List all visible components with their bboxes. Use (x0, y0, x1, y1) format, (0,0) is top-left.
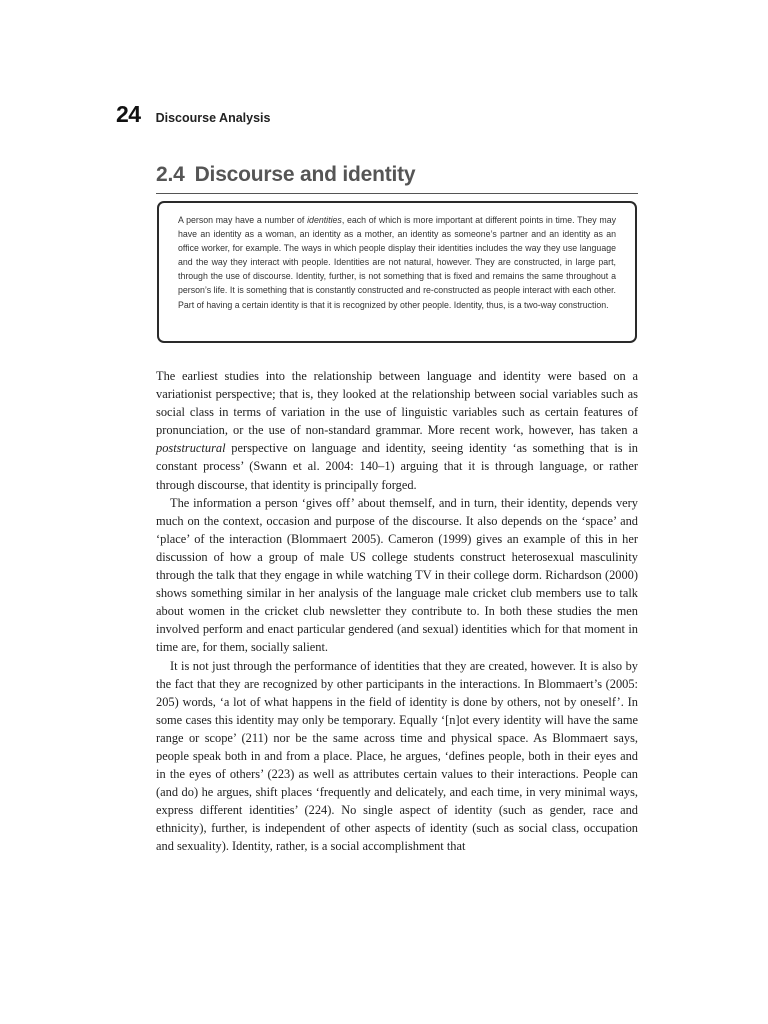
body-paragraph-2: The information a person ‘gives off’ about themself, and in turn, their identity, depends very much on the context, occasion and purpose of the discourse. It also depends on the ‘space’ and ‘place’ of the interaction (Blommaert 2005). Cameron (1999) gives an example of this in her discussion of how a group of male US college students construct heterosexual masculinity through the talk that they engage in while watching TV in their college dorm. Richardson (2000) shows something similar in her analysis of the language male cricket club members use to talk about women in the cricket club newsletter they contribute to. In both these studies the men involved perform and enact particular gendered (and sexual) identities which for that moment in time are, for them, socially salient. (156, 495, 638, 655)
paragraph-1-text-start: The earliest studies into the relationship between language and identity were based on a variationist perspective; that is, they looked at the relationship between social variables such as social class in terms of variation in the use of linguistic variables such as certain features of pronunciation, or the use of non-standard grammar. More recent work, however, has taken a (156, 369, 638, 438)
page-number: 24 (116, 101, 141, 127)
abstract-box (157, 201, 637, 343)
section-number: 2.4 (156, 163, 185, 187)
paragraph-1-text-rest: perspective on language and identity, seeing identity ‘as something that is in constant process’ (Swann et al. 2004: 140–1) arguing that it is through language, or rather through discourse, that identity is principally forged. (156, 441, 638, 492)
paragraph-1-italic-term: poststructural (156, 441, 226, 456)
section-title: Discourse and identity (194, 163, 416, 187)
section-heading (156, 163, 638, 194)
abstract-text-rest: , each of which is more important at different points in time. They may have an identity as a woman, an identity as a mother, an identity as someone’s partner and an identity as an office worker, for example. The ways in which people display their identities includes the way they use language and the way they interact with people. Identities are not natural, however. They are constructed, in large part, through the use of discourse. Identity, further, is not something that is fixed and remains the same throughout a person’s life. It is something that is constantly constructed and re-constructed as people interact with each other. Part of having a certain identity is that it is recognized by other people. Identity, thus, is a two-way construction. (178, 215, 616, 310)
running-head (116, 101, 270, 131)
running-head-title: Discourse Analysis (155, 111, 271, 125)
abstract-italic-term: identities (307, 215, 342, 225)
abstract-text-start: A person may have a number of (178, 215, 308, 225)
body-paragraph-1 (156, 367, 638, 494)
body-paragraph-3: It is not just through the performance of identities that they are created, however. It is also by the fact that they are recognized by other participants in the interactions. In Blommaert’s (2005: 205) words, ‘a lot of what happens in the field of identity is done by others, not by oneself’. In some cases this identity may only be temporary. Equally ‘[n]ot every identity will have the same range or scope’ (211) nor be the same across time and physical space. As Blommaert says, people speak both in and from a place. Place, he argues, ‘defines people, both in their eyes and in the eyes of others’ (223) as well as attributes certain values to their interactions. People can (and do) he argues, shift places ‘frequently and delicately, and each time, in very minimal ways, express different identities’ (224). No single aspect of identity (such as gender, race and ethnicity), further, is independent of other aspects of identity (such as social class, occupation and sexuality). Identity, rather, is a social accomplishment that (156, 658, 638, 854)
body-text (156, 367, 638, 856)
